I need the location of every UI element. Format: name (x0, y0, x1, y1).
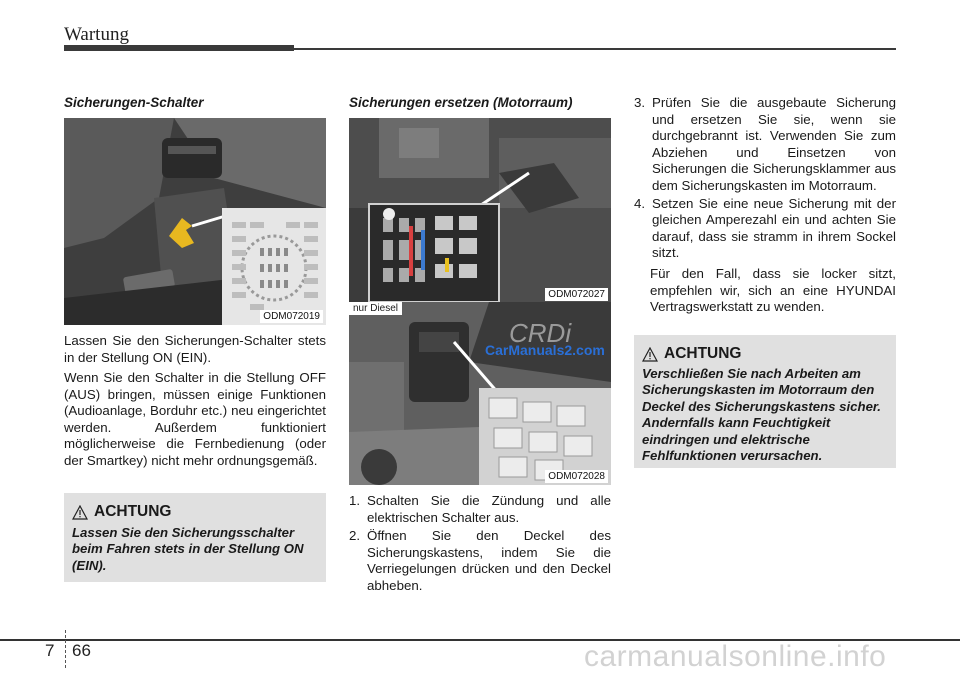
heading-replace-fuses: Sicherungen ersetzen (Motorraum) (349, 95, 573, 110)
warning-title-right: ACHTUNG (642, 345, 742, 363)
warning-text-left: Lassen Sie den Sicherungsschalter beim Fahren stets in der Stellung ON (EIN). (72, 525, 304, 573)
photo-code: ODM072019 (260, 310, 323, 323)
photo-engine-fusebox (349, 118, 611, 303)
warning-box-right (634, 335, 896, 468)
photo-engine-diesel (349, 302, 611, 485)
warning-text-right: Verschließen Sie nach Arbeiten am Sicherungskasten im Motorraum den Deckel des Sicherungskastens sicher. Andernfalls kann Feuchtigkeit eindringen und elektrische Fehlfunktionen verursachen. (642, 366, 881, 464)
chapter-number: 7 (45, 641, 55, 660)
warning-title-left: ACHTUNG (72, 503, 172, 521)
section-title: Wartung (64, 24, 129, 45)
list-item: 1. Schalten Sie die Zündung und alle elektrischen Schalter aus. (349, 493, 611, 525)
list-item: 4. Setzen Sie eine neue Sicherung mit der gleichen Amperezahl ein und achten Sie darauf, dass sie stramm in ihrem Sockel sitzt. (634, 195, 896, 261)
photo-code: ODM072028 (545, 470, 608, 483)
svg-text:CRDi: CRDi (509, 318, 572, 348)
diesel-engine-illustration (349, 302, 611, 485)
site-watermark: CarManuals2.com (485, 342, 605, 358)
dashboard-illustration (64, 118, 326, 325)
footer-divider (65, 630, 66, 668)
paragraph-switch-on: Lassen Sie den Sicherungen-Schalter stets in der Stellung ON (EIN). (64, 333, 326, 365)
photo-code: ODM072027 (545, 288, 608, 301)
engine-bay-illustration (349, 118, 611, 303)
header-rule-thick (64, 45, 294, 51)
header-rule-thin (294, 48, 896, 50)
page-number: 66 (72, 641, 91, 660)
photo-fuse-switch (64, 118, 326, 325)
list-item: 2. Öffnen Sie den Deckel des Sicherungskastens, indem Sie die Verriegelungen drücken und den Deckel abheben. (349, 528, 611, 593)
warning-triangle-icon (72, 505, 88, 520)
warning-box-left (64, 493, 326, 582)
warning-triangle-icon (642, 347, 658, 362)
note-workshop: Für den Fall, dass sie locker sitzt, empfehlen wir, sich an eine HYUNDAI Vertragswerkstatt zu wenden. (650, 265, 896, 315)
steps-list-right (634, 95, 896, 316)
footer-watermark: carmanualsonline.info (584, 640, 887, 673)
heading-fuse-switch: Sicherungen-Schalter (64, 95, 204, 110)
diesel-only-label: nur Diesel (349, 302, 402, 315)
paragraph-switch-off: Wenn Sie den Schalter in die Stellung OFF (AUS) bringen, müssen einige Funktionen (Audioanlage, Borduhr etc.) neu eingerichtet werden. Außerdem funktioniert möglicherweise die Fernbedienung (oder der Smartkey) nicht mehr ordnungsgemäß. (64, 370, 326, 468)
steps-list-middle (349, 493, 611, 595)
list-item: 3. Prüfen Sie die ausgebaute Sicherung und ersetzen Sie sie, wenn sie durchgebrannt ist. Verwenden Sie zum Abziehen und Einsetzen von Sicherungen die Sicherungsklammer aus dem Sicherungskasten im Motorraum. (634, 95, 896, 193)
